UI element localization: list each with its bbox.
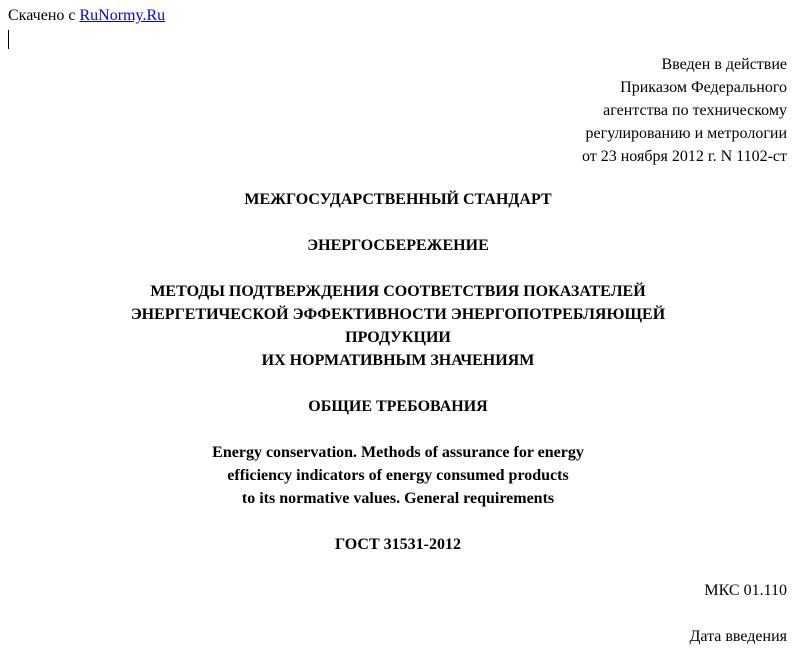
document-title (0, 280, 794, 372)
enactment-block (367, 53, 787, 168)
title-line: ПРОДУКЦИИ (345, 329, 451, 346)
enactment-line: Введен в действие (661, 56, 787, 73)
standard-type-heading: МЕЖГОСУДАРСТВЕННЫЙ СТАНДАРТ (244, 191, 552, 208)
english-title (0, 441, 794, 510)
topic-heading: ЭНЕРГОСБЕРЕЖЕНИЕ (307, 237, 489, 254)
enactment-line: агентства по техническому (603, 102, 787, 119)
title-line: ИХ НОРМАТИВНЫМ ЗНАЧЕНИЯМ (261, 352, 535, 369)
title-line: МЕТОДЫ ПОДТВЕРЖДЕНИЯ СООТВЕТСТВИЯ ПОКАЗАТЕЛЕЙ (150, 283, 646, 300)
enactment-line: от 23 ноября 2012 г. N 1102-ст (581, 148, 787, 165)
enactment-line: регулированию и метрологии (585, 125, 787, 142)
introduction-date-label: Дата введения (689, 628, 787, 645)
subtitle-heading: ОБЩИЕ ТРЕБОВАНИЯ (308, 398, 488, 415)
source-line (8, 6, 165, 26)
english-title-line: to its normative values. General requirements (241, 490, 555, 507)
source-link[interactable]: RuNormy.Ru (79, 7, 166, 24)
source-prefix: Скачено с (8, 7, 76, 24)
english-title-line: efficiency indicators of energy consumed products (227, 467, 569, 484)
english-title-line: Energy conservation. Methods of assurance for energy (212, 444, 584, 461)
gost-number: ГОСТ 31531-2012 (335, 536, 461, 553)
mks-code: МКС 01.110 (704, 582, 787, 599)
enactment-line: Приказом Федерального (620, 79, 787, 96)
title-line: ЭНЕРГЕТИЧЕСКОЙ ЭФФЕКТИВНОСТИ ЭНЕРГОПОТРЕБЛЯЮЩЕЙ (130, 306, 666, 323)
text-cursor (8, 30, 9, 49)
